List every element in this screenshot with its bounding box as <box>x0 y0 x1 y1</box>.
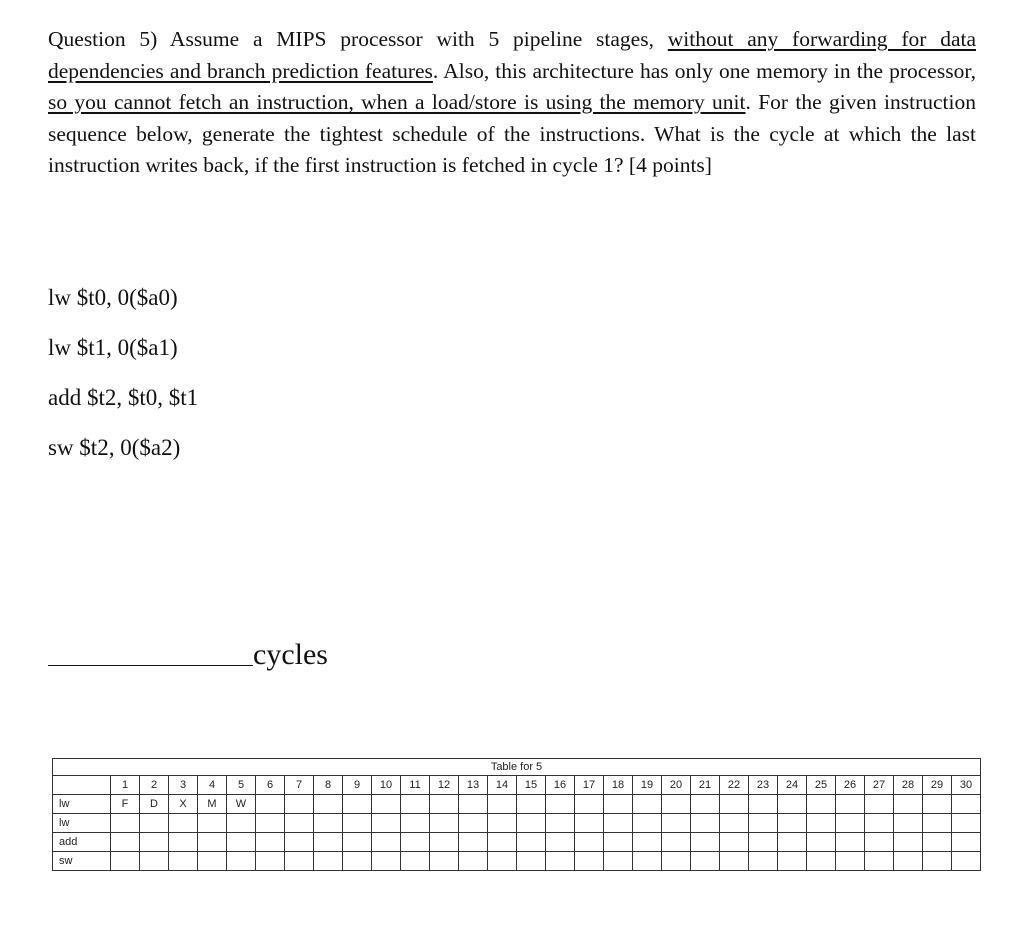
stage-cell[interactable] <box>720 814 749 833</box>
table-caption-row <box>53 759 981 776</box>
stage-cell[interactable] <box>604 795 633 814</box>
stage-cell[interactable] <box>894 833 923 852</box>
stage-cell[interactable] <box>633 852 662 871</box>
table-row <box>53 814 981 833</box>
stage-cell[interactable] <box>546 833 575 852</box>
stage-cell[interactable] <box>894 814 923 833</box>
question-part-2: . Also, this architecture has only one memory in the processor, <box>432 58 977 83</box>
question-underline-1: without any forwarding for data dependencies and branch prediction features <box>48 27 977 83</box>
stage-cell[interactable] <box>198 833 227 852</box>
stage-cell[interactable] <box>691 833 720 852</box>
instruction-line: lw $t0, 0($a0) <box>48 285 178 310</box>
cycle-number-cell: 11 <box>401 776 430 795</box>
stage-cell[interactable] <box>691 795 720 814</box>
stage-cell[interactable] <box>778 833 807 852</box>
question-underline-2: so you cannot fetch an instruction, when a load/store is using the memory unit <box>48 90 746 114</box>
stage-cell[interactable] <box>169 852 198 871</box>
stage-cell[interactable] <box>720 833 749 852</box>
stage-cell[interactable] <box>836 833 865 852</box>
cycle-number-cell: 29 <box>923 776 952 795</box>
stage-cell[interactable] <box>459 814 488 833</box>
stage-cell[interactable] <box>836 852 865 871</box>
stage-cell[interactable] <box>459 852 488 871</box>
stage-cell[interactable] <box>517 814 546 833</box>
cycle-number-cell: 17 <box>575 776 604 795</box>
stage-cell[interactable] <box>923 852 952 871</box>
stage-cell[interactable] <box>227 833 256 852</box>
cycle-number-cell: 19 <box>633 776 662 795</box>
stage-cell[interactable] <box>343 795 372 814</box>
stage-cell[interactable] <box>865 795 894 814</box>
cycle-number-cell: 27 <box>865 776 894 795</box>
stage-cell[interactable] <box>256 795 285 814</box>
stage-cell[interactable] <box>430 833 459 852</box>
stage-cell[interactable] <box>720 795 749 814</box>
answer-unit: cycles <box>253 638 328 671</box>
stage-cell[interactable] <box>807 852 836 871</box>
stage-cell[interactable] <box>575 814 604 833</box>
stage-cell[interactable] <box>952 833 981 852</box>
stage-cell[interactable] <box>372 814 401 833</box>
stage-cell[interactable] <box>662 795 691 814</box>
cycle-number-cell: 6 <box>256 776 285 795</box>
stage-cell[interactable] <box>488 852 517 871</box>
stage-cell[interactable] <box>314 833 343 852</box>
stage-cell[interactable] <box>256 833 285 852</box>
question-text <box>48 24 976 182</box>
cycle-number-cell: 18 <box>604 776 633 795</box>
stage-cell[interactable] <box>662 852 691 871</box>
stage-cell[interactable] <box>169 814 198 833</box>
stage-cell[interactable] <box>778 852 807 871</box>
stage-cell[interactable] <box>285 833 314 852</box>
cycle-number-cell: 20 <box>662 776 691 795</box>
instruction-line: add $t2, $t0, $t1 <box>48 385 199 410</box>
stage-cell[interactable]: M <box>198 795 227 814</box>
stage-cell[interactable] <box>488 795 517 814</box>
table-row <box>53 852 981 871</box>
stage-cell[interactable] <box>343 852 372 871</box>
stage-cell[interactable] <box>546 852 575 871</box>
stage-cell[interactable] <box>952 852 981 871</box>
stage-cell[interactable] <box>430 852 459 871</box>
stage-cell[interactable] <box>140 852 169 871</box>
instruction-label-cell: lw <box>53 814 111 833</box>
stage-cell[interactable] <box>256 852 285 871</box>
stage-cell[interactable] <box>691 814 720 833</box>
stage-cell[interactable] <box>633 833 662 852</box>
stage-cell[interactable] <box>923 833 952 852</box>
cycle-number-cell: 25 <box>807 776 836 795</box>
stage-cell[interactable] <box>865 833 894 852</box>
cycle-number-cell: 14 <box>488 776 517 795</box>
table-caption: Table for 5 <box>53 759 981 776</box>
question-part-3: . For the given instruction sequence below, generate the tightest schedule of the instructions. What is the cycle at which the last instruction writes back, if the first instruction is fetched in cycle 1? [4 points] <box>48 90 976 177</box>
answer-field <box>48 638 328 672</box>
cycle-number-cell: 4 <box>198 776 227 795</box>
stage-cell[interactable] <box>517 852 546 871</box>
stage-cell[interactable] <box>430 795 459 814</box>
stage-cell[interactable] <box>169 833 198 852</box>
corner-cell <box>53 776 111 795</box>
cycle-number-cell: 8 <box>314 776 343 795</box>
stage-cell[interactable] <box>807 814 836 833</box>
stage-cell[interactable] <box>923 795 952 814</box>
table-row <box>53 833 981 852</box>
table-row <box>53 795 981 814</box>
stage-cell[interactable] <box>604 814 633 833</box>
stage-cell[interactable] <box>836 795 865 814</box>
stage-cell[interactable] <box>517 795 546 814</box>
stage-cell[interactable]: F <box>111 795 140 814</box>
stage-cell[interactable] <box>314 852 343 871</box>
stage-cell[interactable] <box>285 852 314 871</box>
stage-cell[interactable] <box>140 833 169 852</box>
stage-cell[interactable] <box>401 833 430 852</box>
stage-cell[interactable] <box>198 852 227 871</box>
cycle-number-cell: 9 <box>343 776 372 795</box>
cycle-number-cell: 15 <box>517 776 546 795</box>
stage-cell[interactable] <box>865 814 894 833</box>
stage-cell[interactable] <box>894 852 923 871</box>
stage-cell[interactable] <box>749 814 778 833</box>
stage-cell[interactable] <box>778 814 807 833</box>
cycle-number-cell: 30 <box>952 776 981 795</box>
instruction-line: lw $t1, 0($a1) <box>48 335 178 360</box>
schedule-table-wrapper <box>52 758 981 871</box>
stage-cell[interactable] <box>488 833 517 852</box>
cycle-number-cell: 10 <box>372 776 401 795</box>
instruction-label-cell: sw <box>53 852 111 871</box>
stage-cell[interactable] <box>546 814 575 833</box>
stage-cell[interactable] <box>604 833 633 852</box>
answer-blank[interactable] <box>48 665 253 666</box>
stage-cell[interactable]: W <box>227 795 256 814</box>
stage-cell[interactable] <box>372 833 401 852</box>
stage-cell[interactable] <box>401 814 430 833</box>
stage-cell[interactable] <box>691 852 720 871</box>
cycle-number-cell: 1 <box>111 776 140 795</box>
stage-cell[interactable] <box>662 833 691 852</box>
stage-cell[interactable] <box>227 814 256 833</box>
schedule-table <box>52 758 981 871</box>
stage-cell[interactable] <box>749 795 778 814</box>
stage-cell[interactable]: X <box>169 795 198 814</box>
stage-cell[interactable] <box>952 795 981 814</box>
stage-cell[interactable] <box>198 814 227 833</box>
stage-cell[interactable] <box>285 795 314 814</box>
stage-cell[interactable] <box>865 852 894 871</box>
stage-cell[interactable] <box>575 852 604 871</box>
stage-cell[interactable] <box>227 852 256 871</box>
stage-cell[interactable] <box>343 833 372 852</box>
stage-cell[interactable] <box>488 814 517 833</box>
stage-cell[interactable] <box>720 852 749 871</box>
stage-cell[interactable] <box>546 795 575 814</box>
stage-cell[interactable] <box>894 795 923 814</box>
cycle-number-cell: 7 <box>285 776 314 795</box>
stage-cell[interactable] <box>459 833 488 852</box>
stage-cell[interactable] <box>952 814 981 833</box>
stage-cell[interactable] <box>807 795 836 814</box>
stage-cell[interactable] <box>749 833 778 852</box>
stage-cell[interactable] <box>372 795 401 814</box>
cycle-header-row <box>53 776 981 795</box>
cycle-number-cell: 21 <box>691 776 720 795</box>
cycle-number-cell: 28 <box>894 776 923 795</box>
stage-cell[interactable] <box>517 833 546 852</box>
stage-cell[interactable] <box>807 833 836 852</box>
stage-cell[interactable] <box>111 814 140 833</box>
stage-cell[interactable] <box>633 814 662 833</box>
stage-cell[interactable] <box>314 814 343 833</box>
stage-cell[interactable] <box>604 852 633 871</box>
stage-cell[interactable] <box>575 833 604 852</box>
stage-cell[interactable] <box>111 833 140 852</box>
stage-cell[interactable] <box>430 814 459 833</box>
cycle-number-cell: 13 <box>459 776 488 795</box>
cycle-number-cell: 22 <box>720 776 749 795</box>
stage-cell[interactable] <box>314 795 343 814</box>
stage-cell[interactable]: D <box>140 795 169 814</box>
stage-cell[interactable] <box>923 814 952 833</box>
stage-cell[interactable] <box>401 852 430 871</box>
stage-cell[interactable] <box>140 814 169 833</box>
cycle-number-cell: 26 <box>836 776 865 795</box>
instruction-line: sw $t2, 0($a2) <box>48 435 181 460</box>
cycle-number-cell: 16 <box>546 776 575 795</box>
cycle-number-cell: 24 <box>778 776 807 795</box>
stage-cell[interactable] <box>256 814 285 833</box>
stage-cell[interactable] <box>285 814 314 833</box>
stage-cell[interactable] <box>662 814 691 833</box>
stage-cell[interactable] <box>778 795 807 814</box>
stage-cell[interactable] <box>372 852 401 871</box>
stage-cell[interactable] <box>633 795 662 814</box>
stage-cell[interactable] <box>575 795 604 814</box>
stage-cell[interactable] <box>836 814 865 833</box>
cycle-number-cell: 5 <box>227 776 256 795</box>
instruction-label-cell: add <box>53 833 111 852</box>
cycle-number-cell: 2 <box>140 776 169 795</box>
cycle-number-cell: 3 <box>169 776 198 795</box>
stage-cell[interactable] <box>111 852 140 871</box>
stage-cell[interactable] <box>343 814 372 833</box>
cycle-number-cell: 12 <box>430 776 459 795</box>
stage-cell[interactable] <box>401 795 430 814</box>
instruction-label-cell: lw <box>53 795 111 814</box>
stage-cell[interactable] <box>749 852 778 871</box>
cycle-number-cell: 23 <box>749 776 778 795</box>
question-part-1: Question 5) Assume a MIPS processor with 5 pipeline stages, <box>48 27 668 51</box>
stage-cell[interactable] <box>459 795 488 814</box>
